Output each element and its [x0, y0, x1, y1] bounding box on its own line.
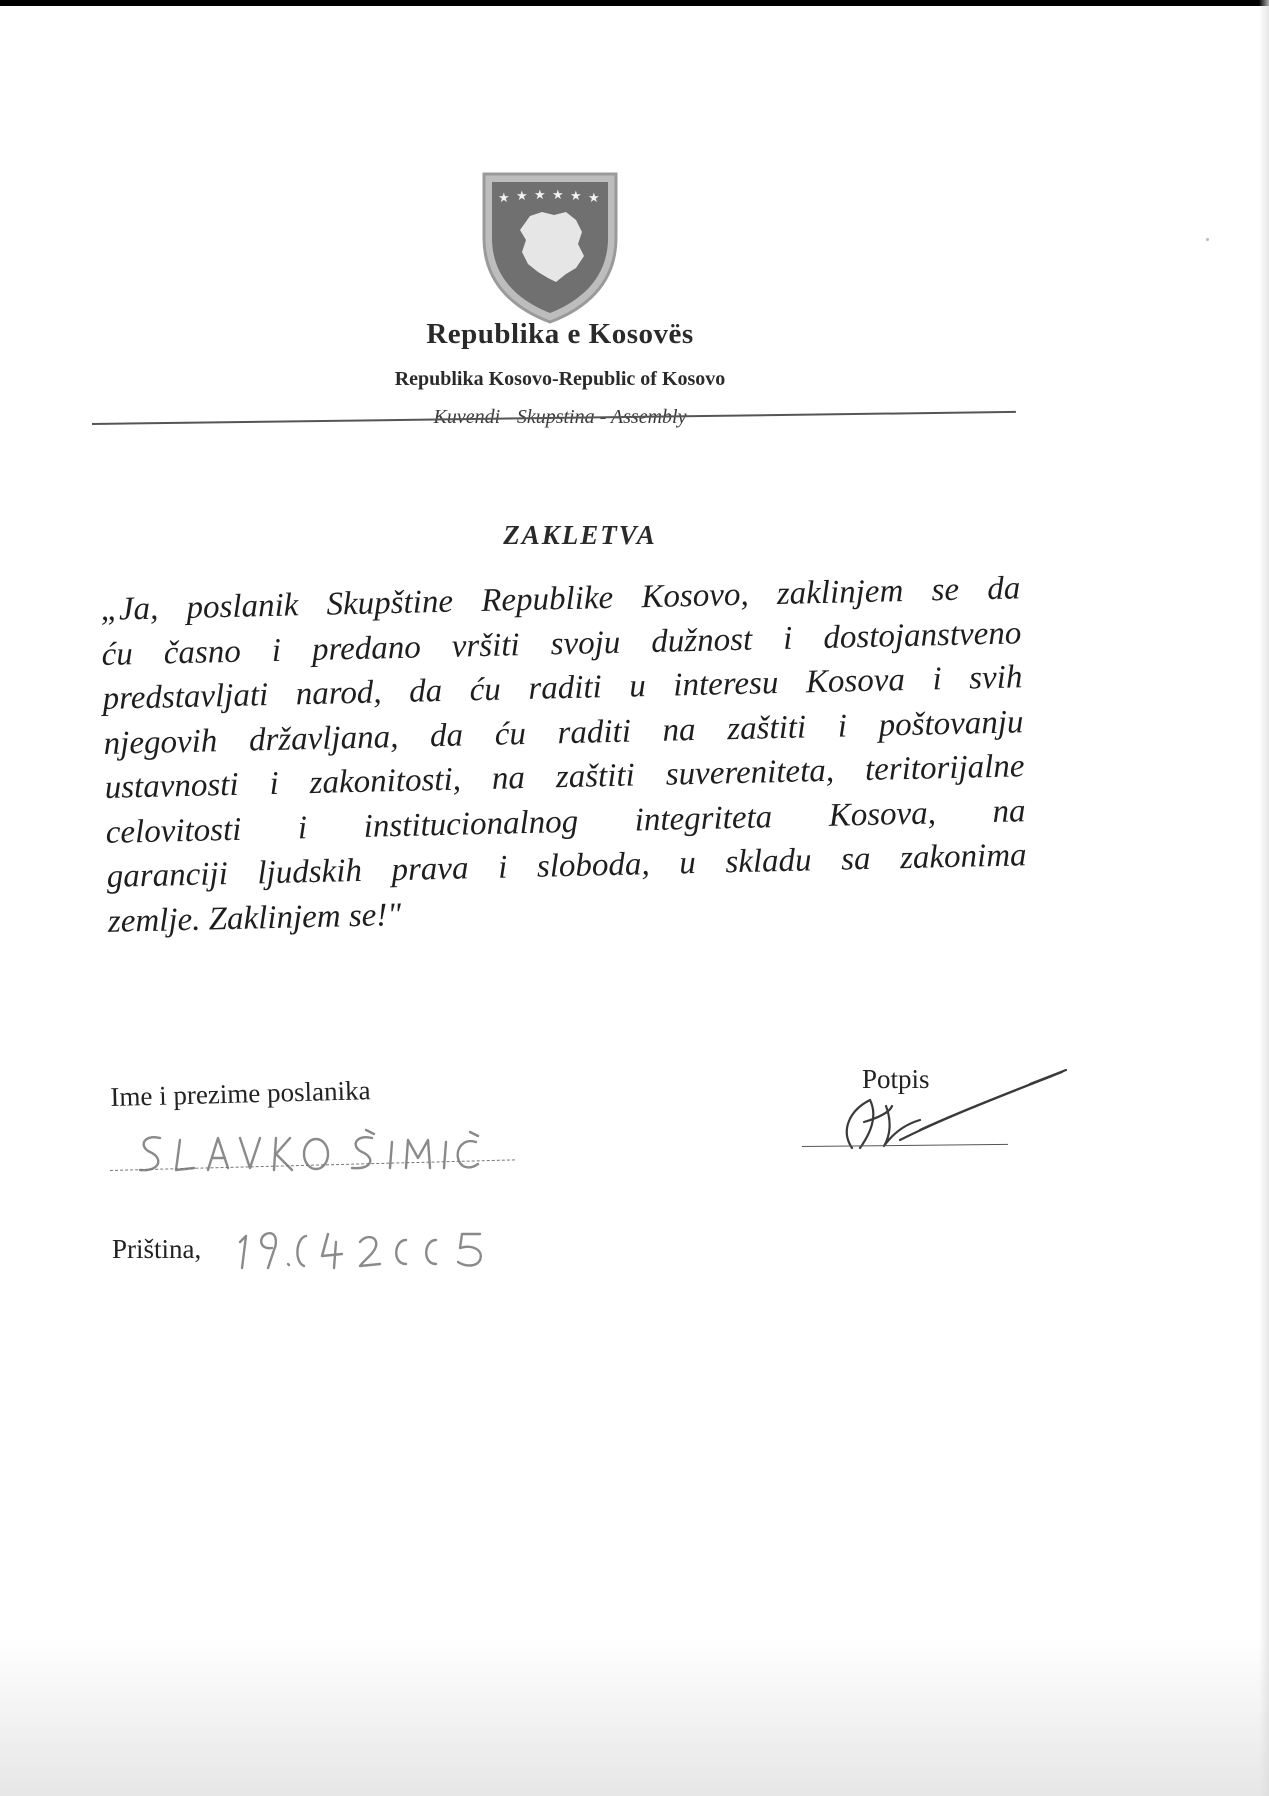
- svg-text:★: ★: [588, 191, 600, 206]
- handwritten-date: [230, 1218, 500, 1278]
- scan-speck: [1206, 238, 1209, 241]
- letterhead-title: Republika e Kosovës: [426, 318, 694, 350]
- oath-line: „Ja, poslanik Skupštine Republike Kosovo, zaklinjem se da: [100, 570, 1021, 628]
- coat-of-arms-icon: [478, 168, 622, 326]
- oath-line: celovitosti i institucionalnog integriteta Kosova, na: [105, 792, 1026, 851]
- document-heading: ZAKLETVA: [503, 520, 657, 550]
- place-label: Priština,: [112, 1234, 202, 1264]
- scan-bottom-shade: [0, 1636, 1269, 1796]
- letterhead-subtitle: Republika Kosovo-Republic of Kosovo: [394, 368, 726, 390]
- svg-text:★: ★: [534, 188, 546, 203]
- svg-text:★: ★: [552, 188, 564, 203]
- scan-top-border: [0, 0, 1269, 6]
- signature-label: Potpis: [862, 1064, 930, 1094]
- svg-text:★: ★: [516, 189, 528, 204]
- oath-line: njegovih državljana, da ću raditi na zaštiti i poštovanju: [103, 703, 1024, 762]
- svg-text:★: ★: [498, 191, 510, 206]
- oath-line: ću časno i predano vršiti svoju dužnost i dostojanstveno: [101, 614, 1022, 673]
- svg-text:★: ★: [570, 189, 582, 204]
- oath-text: [100, 566, 1028, 944]
- oath-line: garanciji ljudskih prava i sloboda, u skladu sa zakonima: [106, 837, 1027, 895]
- letterhead-assembly: Kuvendi - Skupstina - Assembly: [433, 406, 687, 428]
- oath-line: ustavnosti i zakonitosti, na zaštiti suvereniteta, teritorijalne: [104, 748, 1025, 806]
- handwritten-name: [130, 1128, 530, 1178]
- scan-right-edge: [1259, 0, 1269, 1796]
- oath-line: zemlje. Zaklinjem se!": [107, 896, 402, 940]
- name-field-label: Ime i prezime poslanika: [110, 1075, 371, 1112]
- oath-line: predstavljati narod, da ću raditi u interesu Kosova i svih: [102, 659, 1023, 717]
